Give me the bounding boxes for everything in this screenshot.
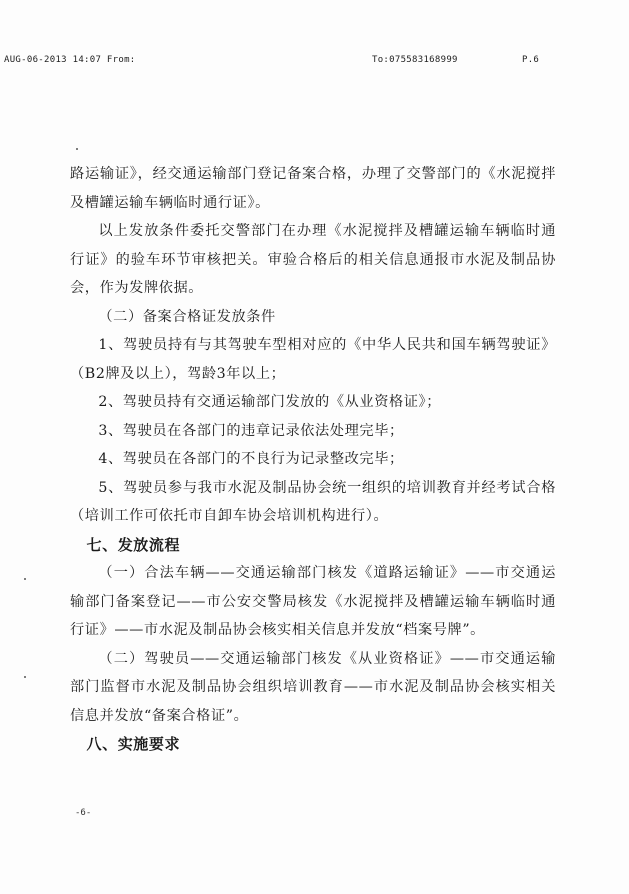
section-heading: 八、实施要求: [86, 735, 181, 753]
list-item: 3、驾驶员在各部门的违章记录依法处理完毕；: [98, 422, 404, 439]
paragraph: 路运输证》，经交通运输部门登记备案合格，办理了交警部门的《水泥搅拌及槽罐运输车辆临时通行证》。: [70, 166, 556, 211]
subsection-title: （二）备案合格证发放条件: [98, 308, 276, 325]
scan-speck: [76, 148, 78, 150]
fax-header-recipient: To:075583168999: [372, 55, 458, 65]
paragraph: 以上发放条件委托交警部门在办理《水泥搅拌及槽罐运输车辆临时通行证》的验车环节审核把关。审验合格后的相关信息通报市水泥及制品协会，作为发牌依据。: [70, 223, 556, 296]
list-item: 1、驾驶员持有与其驾驶车型相对应的《中华人民共和国车辆驾驶证》（B2牌及以上），驾龄3年以上；: [70, 337, 556, 382]
scan-speck: [24, 676, 26, 678]
list-item: 4、驾驶员在各部门的不良行为记录整改完毕；: [98, 451, 404, 467]
list-item: 5、驾驶员参与我市水泥及制品协会统一组织的培训教育并经考试合格（培训工作可依托市自卸车协会培训机构进行）。: [70, 479, 556, 524]
scan-speck: [24, 578, 26, 580]
list-item: 2、驾驶员持有交通运输部门发放的《从业资格证》；: [98, 394, 442, 410]
paragraph: （二）驾驶员——交通运输部门核发《从业资格证》——市交通运输部门监督市水泥及制品协会组织培训教育——市水泥及制品协会核实相关信息并发放“备案合格证”。: [70, 650, 556, 724]
document-body: [70, 160, 556, 759]
fax-header-page: P.6: [522, 55, 540, 65]
section-heading: 七、发放流程: [86, 535, 181, 554]
page-number: -6-: [75, 808, 92, 818]
fax-header-date: AUG-06-2013 14:07 From:: [4, 55, 136, 65]
paragraph: （一）合法车辆——交通运输部门核发《道路运输证》——市交通运输部门备案登记——市公安交警局核发《水泥搅拌及槽罐运输车辆临时通行证》——市水泥及制品协会核实相关信息并发放“档案号牌”。: [70, 565, 556, 638]
